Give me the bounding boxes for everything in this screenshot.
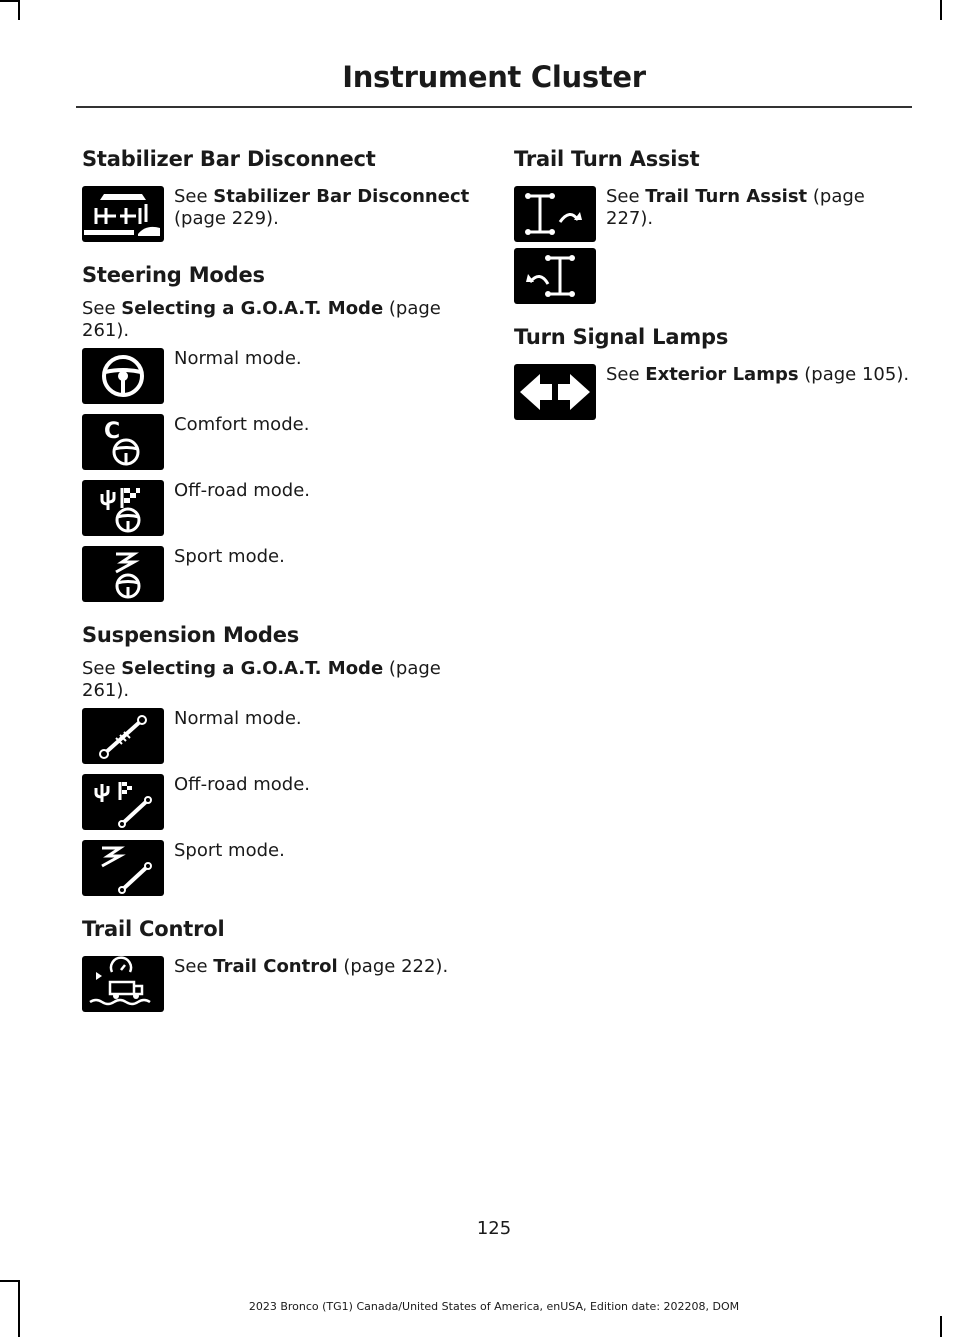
steering-offroad-row: [82, 480, 482, 536]
trail-control-link[interactable]: Trail Control: [213, 956, 338, 977]
suspension-link[interactable]: Selecting a G.O.A.T. Mode: [121, 658, 384, 679]
left-column: [82, 144, 482, 1012]
trail-turn-row-2: [514, 248, 914, 304]
steering-comfort-row: [82, 414, 482, 470]
stabilizer-row: [82, 186, 482, 244]
steering-normal-row: [82, 348, 482, 404]
trail-turn-left-icon: [514, 248, 596, 304]
section-heading-trail-control: Trail Control: [82, 917, 225, 941]
section-heading-steering: Steering Modes: [82, 263, 265, 287]
suspension-sport-row: [82, 840, 482, 896]
suspension-normal-label: Normal mode.: [174, 708, 302, 729]
suspension-sport-label: Sport mode.: [174, 840, 285, 861]
svg-text:C: C: [104, 419, 121, 444]
section-heading-trail-turn: Trail Turn Assist: [514, 147, 700, 171]
steering-normal-label: Normal mode.: [174, 348, 302, 369]
trail-control-text: See Trail Control (page 222).: [174, 956, 449, 977]
crop-mark: [18, 0, 20, 20]
suspension-normal-row: [82, 708, 482, 764]
trail-control-row: [82, 956, 482, 1012]
crop-mark: [0, 1280, 20, 1282]
steering-wheel-icon: [82, 348, 164, 404]
page-number: 125: [476, 1218, 512, 1239]
exterior-lamps-link[interactable]: Exterior Lamps: [645, 364, 799, 385]
section-heading-suspension: Suspension Modes: [82, 623, 300, 647]
header-divider: [76, 106, 912, 108]
steering-offroad-label: Off-road mode.: [174, 480, 311, 501]
shock-offroad-icon: [82, 774, 164, 830]
turn-signal-row: [514, 364, 914, 420]
turn-signal-arrows-icon: [514, 364, 596, 420]
right-column: [514, 144, 914, 420]
page-title: Instrument Cluster: [342, 60, 646, 94]
crop-mark: [0, 0, 20, 2]
stabilizer-text: See Stabilizer Bar Disconnect (page 229).: [174, 186, 470, 229]
turn-signal-text: See Exterior Lamps (page 105).: [606, 364, 910, 385]
footer-edition-text: 2023 Bronco (TG1) Canada/United States of America, enUSA, Edition date: 202208, DOM: [248, 1300, 740, 1313]
crop-mark: [940, 1316, 942, 1337]
section-heading-stabilizer: Stabilizer Bar Disconnect: [82, 147, 376, 171]
trail-turn-link[interactable]: Trail Turn Assist: [645, 186, 808, 207]
steering-link[interactable]: Selecting a G.O.A.T. Mode: [121, 298, 384, 319]
steering-see-text: See Selecting a G.O.A.T. Mode (page 261).: [82, 298, 441, 341]
trail-turn-right-icon: [514, 186, 596, 242]
suspension-offroad-label: Off-road mode.: [174, 774, 311, 795]
steering-sport-row: [82, 546, 482, 602]
stabilizer-link[interactable]: Stabilizer Bar Disconnect: [213, 186, 470, 207]
steering-comfort-icon: [82, 414, 164, 470]
trail-turn-text: See Trail Turn Assist (page 227).: [606, 186, 865, 229]
trail-control-icon: [82, 956, 164, 1012]
steering-sport-label: Sport mode.: [174, 546, 285, 567]
section-heading-turn-signal: Turn Signal Lamps: [514, 325, 729, 349]
steering-offroad-icon: [82, 480, 164, 536]
suspension-offroad-row: [82, 774, 482, 830]
steering-comfort-label: Comfort mode.: [174, 414, 310, 435]
suspension-see-text: See Selecting a G.O.A.T. Mode (page 261).: [82, 658, 441, 701]
steering-sport-icon: [82, 546, 164, 602]
crop-mark: [940, 0, 942, 20]
shock-sport-icon: [82, 840, 164, 896]
shock-absorber-icon: [82, 708, 164, 764]
stabilizer-bar-icon: [82, 186, 164, 242]
trail-turn-row: [514, 186, 914, 242]
